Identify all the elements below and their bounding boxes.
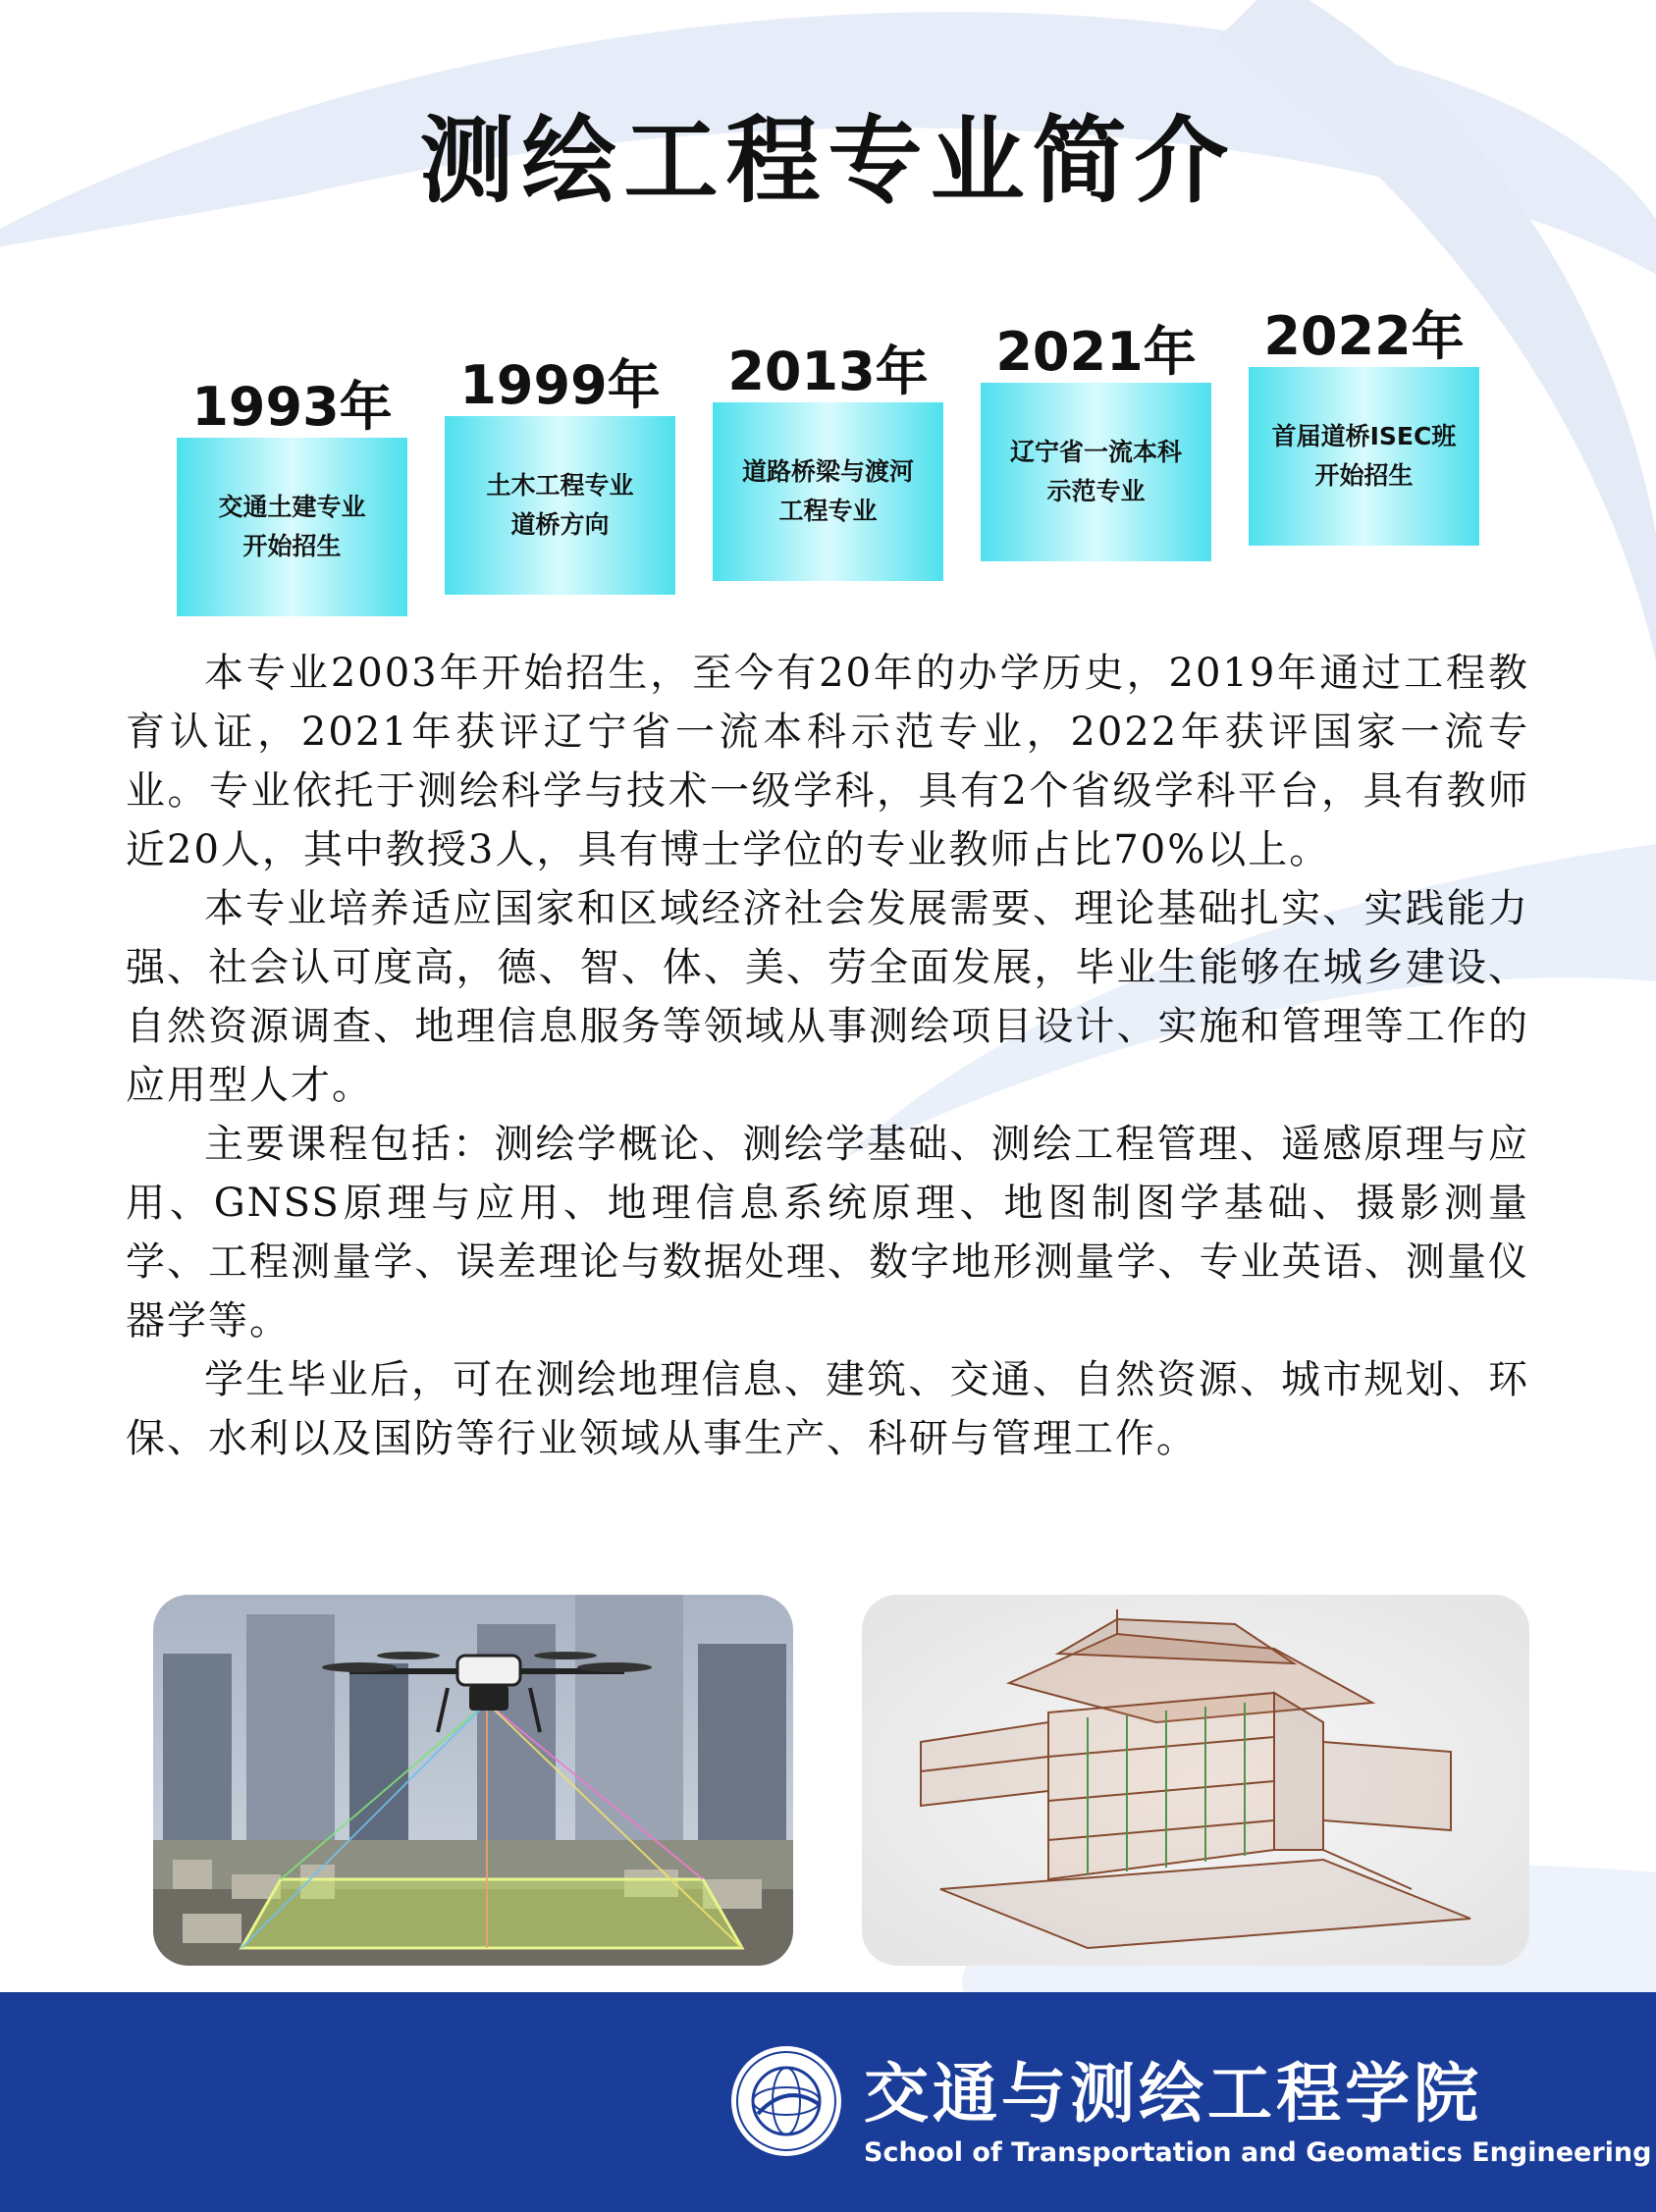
school-logo-icon xyxy=(728,2043,844,2159)
milestone-year: 1993年 xyxy=(191,376,393,438)
milestone-text: 土木工程专业 道桥方向 xyxy=(486,471,634,539)
school-name-chinese: 交通与测绘工程学院 xyxy=(864,2056,1482,2132)
intro-text xyxy=(126,644,1529,1468)
milestone-text: 辽宁省一流本科 示范专业 xyxy=(1009,438,1182,505)
point-cloud-building-illustration xyxy=(862,1595,1529,1966)
point-cloud-building-image xyxy=(862,1595,1529,1966)
drone-survey-illustration xyxy=(153,1595,793,1966)
milestone-box xyxy=(1249,367,1479,546)
milestone-text: 道路桥梁与渡河 工程专业 xyxy=(741,457,914,525)
milestone-text: 交通土建专业 开始招生 xyxy=(218,493,366,560)
milestone-year: 2022年 xyxy=(1263,305,1465,367)
paragraph-careers: 学生毕业后，可在测绘地理信息、建筑、交通、自然资源、城市规划、环保、水利以及国防等行业领域从事生产、科研与管理工作。 xyxy=(126,1357,1529,1461)
page-title: 测绘工程专业简介 xyxy=(419,106,1237,216)
school-name-english: School of Transportation and Geomatics Engineering xyxy=(864,2137,1652,2168)
milestone-box xyxy=(177,438,407,616)
milestone-year: 1999年 xyxy=(459,354,661,416)
footer-banner xyxy=(0,1992,1656,2212)
milestone-box xyxy=(445,416,675,595)
paragraph-history: 本专业2003年开始招生，至今有20年的办学历史，2019年通过工程教育认证，2021年获评辽宁省一流本科示范专业，2022年获评国家一流专业。专业依托于测绘科学与技术一级学科，具有2个省级学科平台，具有教师近20人，其中教授3人，具有博士学位的专业教师占比70%以上。 xyxy=(126,651,1529,872)
milestone-box xyxy=(981,383,1211,561)
milestone-year: 2013年 xyxy=(727,341,929,402)
milestone-box xyxy=(713,402,943,581)
paragraph-objectives: 本专业培养适应国家和区域经济社会发展需要、理论基础扎实、实践能力强、社会认可度高，德、智、体、美、劳全面发展，毕业生能够在城乡建设、自然资源调查、地理信息服务等领域从事测绘项目设计、实施和管理等工作的应用型人才。 xyxy=(126,886,1529,1108)
drone-survey-image xyxy=(153,1595,793,1966)
milestone-year: 2021年 xyxy=(995,321,1197,383)
paragraph-courses: 主要课程包括：测绘学概论、测绘学基础、测绘工程管理、遥感原理与应用、GNSS原理与应用、地理信息系统原理、地图制图学基础、摄影测量学、工程测量学、误差理论与数据处理、数字地形测量学、专业英语、测量仪器学等。 xyxy=(126,1122,1529,1343)
milestone-text: 首届道桥ISEC班 开始招生 xyxy=(1271,422,1457,490)
